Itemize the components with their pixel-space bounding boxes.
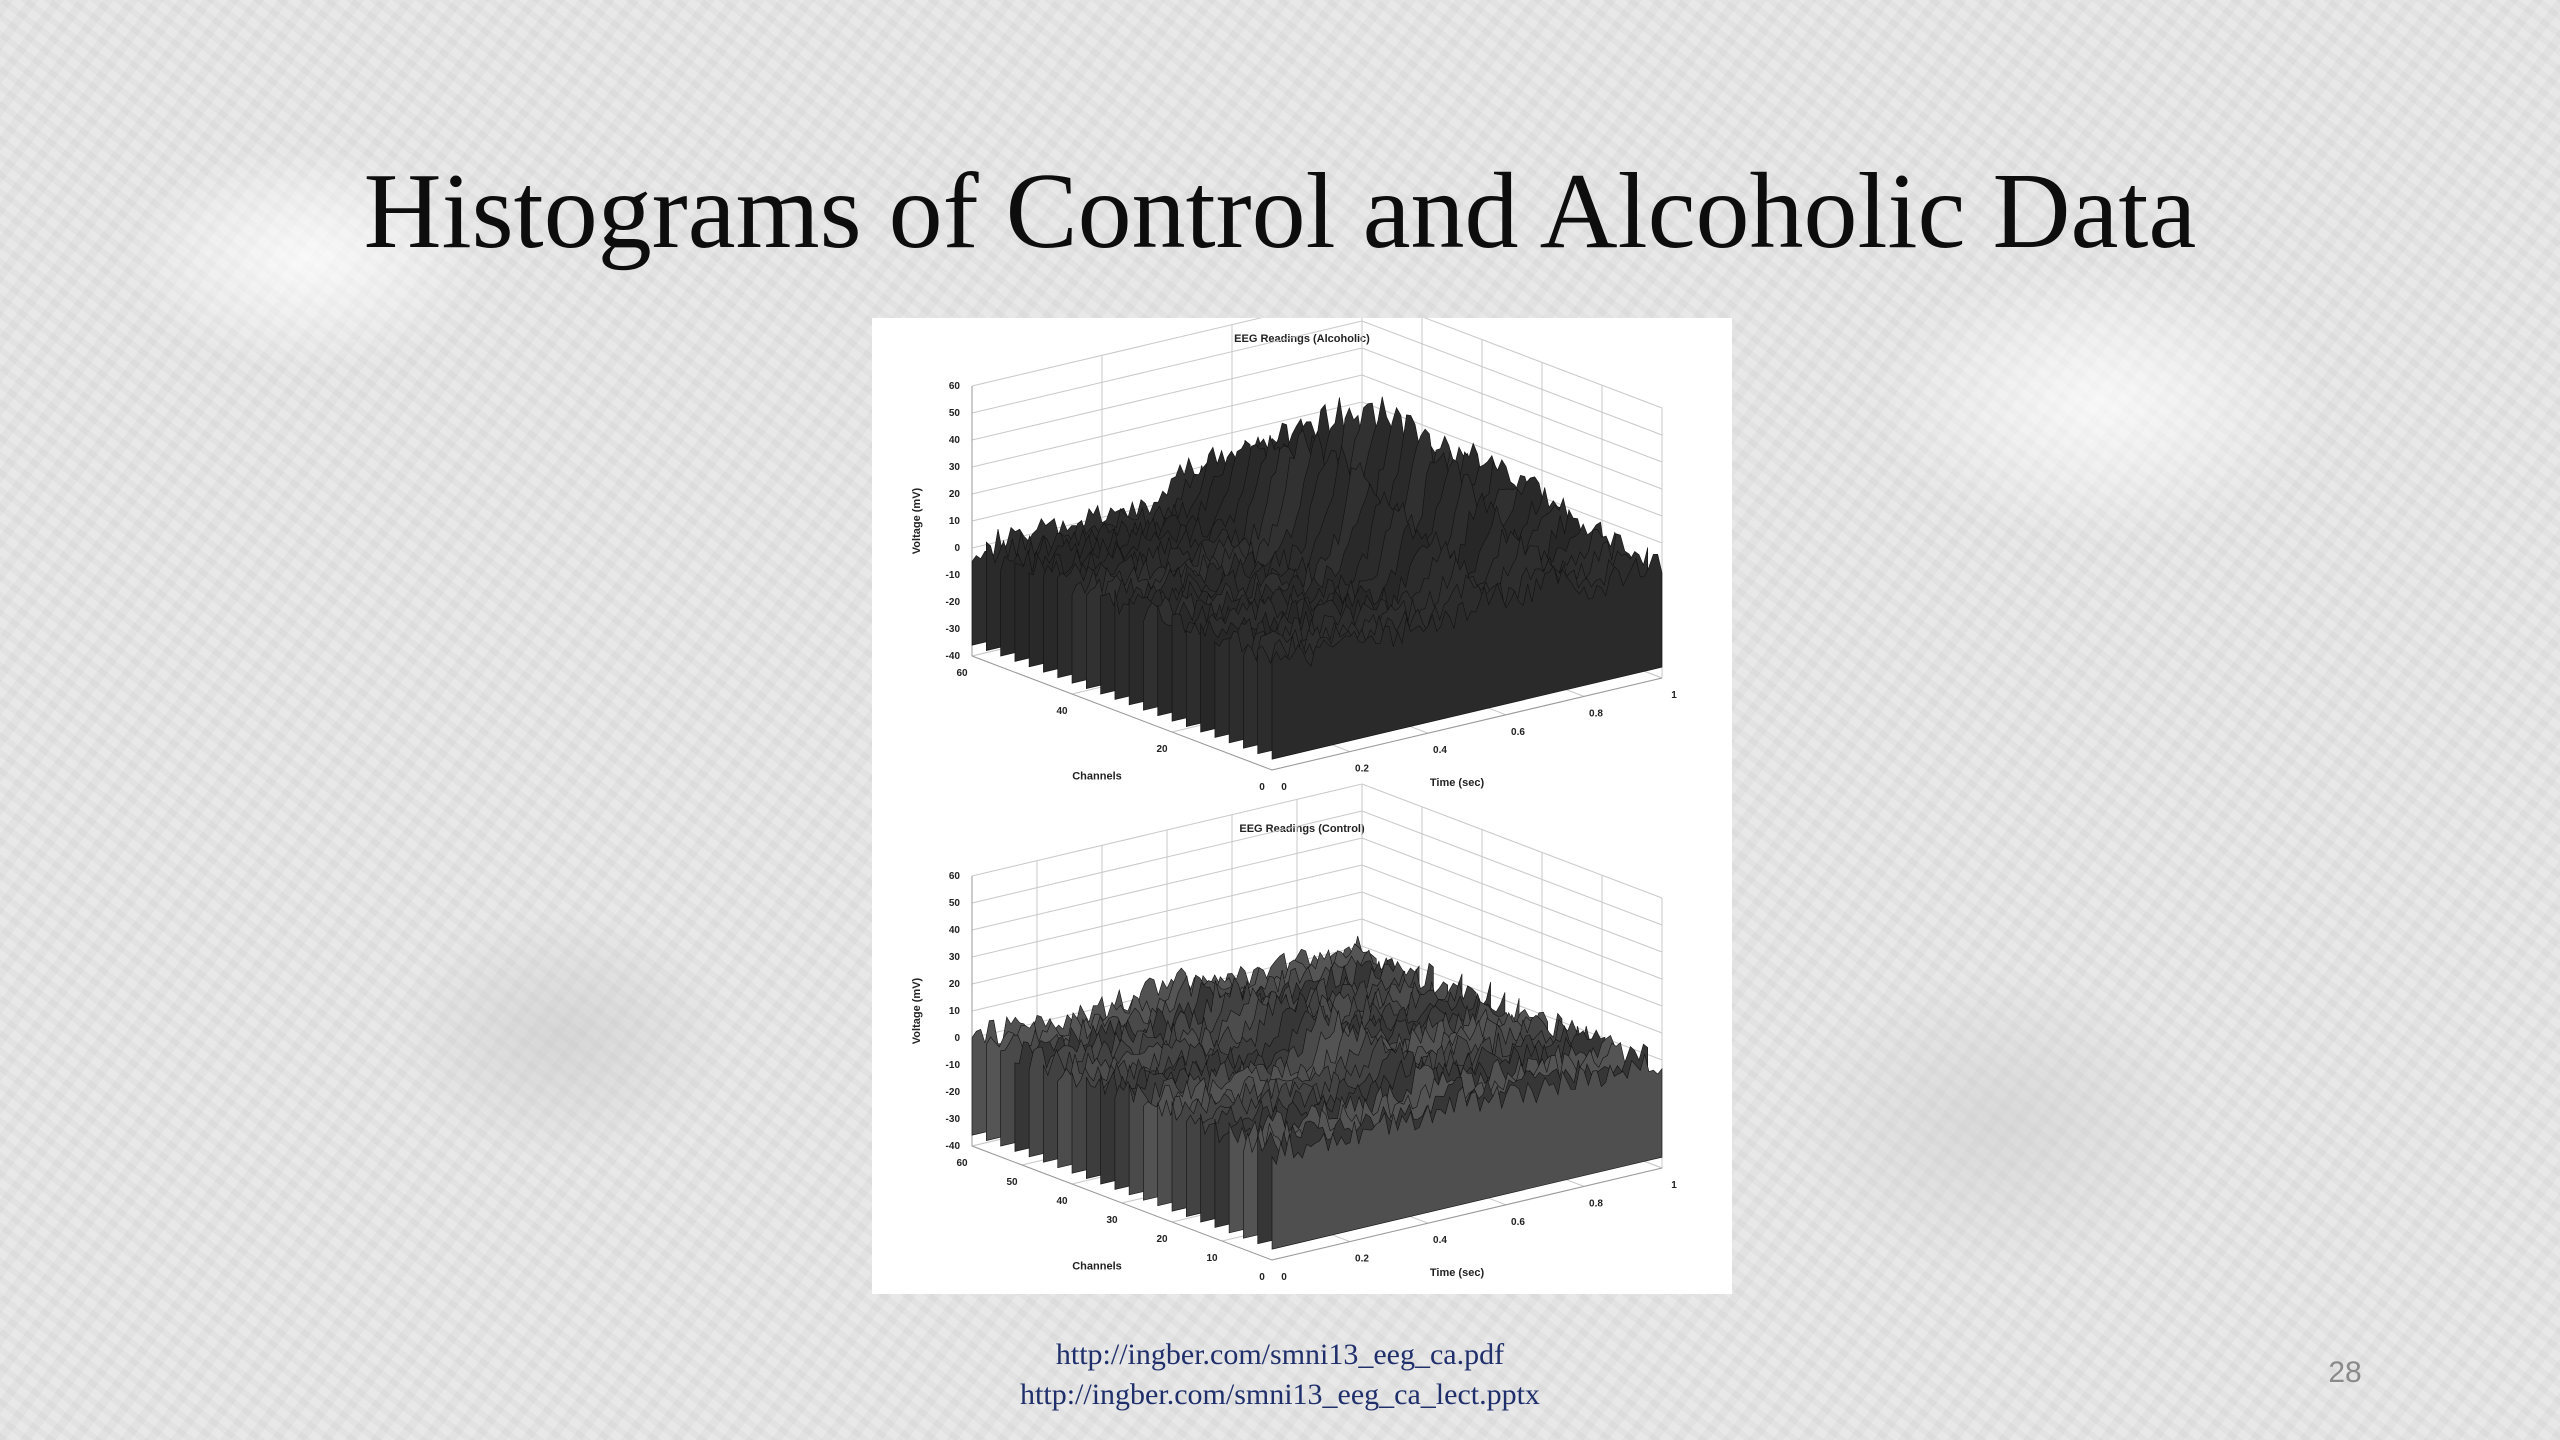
reference-link-pdf[interactable]: http://ingber.com/smni13_eeg_ca.pdf [1055,1338,1505,1371]
panel1-z-tick-label: 30 [948,462,960,473]
panel1-z-tick-label: 60 [948,381,960,392]
panel1-x-axis-label: Time (sec) [1429,777,1485,789]
panel2-z-tick-label: -20 [945,1087,960,1098]
panel1-z-tick-label: -40 [945,651,960,662]
panel1-x-tick-label: 0.4 [1433,745,1447,757]
panel1-y-tick-label: 0 [1259,782,1265,793]
panel1-y-tick-label: 60 [956,668,968,679]
panel2-x-tick-label: 0.8 [1589,1198,1603,1210]
panel1-z-tick-label: 50 [948,408,960,419]
page-number: 28 [2328,1356,2362,1389]
panel2-x-tick-label: 0.2 [1355,1253,1369,1265]
panel2-y-tick-label: 0 [1259,1272,1265,1283]
panel2-z-tick-label: -30 [945,1114,960,1125]
panel2-y-tick-label: 50 [1006,1177,1018,1188]
panel2-y-tick-label: 10 [1206,1253,1218,1264]
panel2-y-tick-label: 60 [956,1158,968,1169]
panel1-z-tick-label: -30 [945,624,960,635]
panel1-y-axis-label: Channels [1072,770,1122,783]
panel2-grid-z-line [972,784,1662,898]
slide-title: Histograms of Control and Alcoholic Data [363,152,2197,271]
panel2-grid-z-line [972,838,1662,952]
panel2-title: EEG Readings (Control) [1239,823,1365,835]
panel1-title: EEG Readings (Alcoholic) [1234,333,1370,345]
panel2-z-tick-label: -40 [945,1141,960,1152]
panel1-x-tick-label: 0.6 [1511,726,1525,738]
panel1-z-tick-label: 20 [948,489,960,500]
panel2-z-tick-label: -10 [945,1060,960,1071]
panel1-x-tick-label: 0.2 [1355,763,1369,775]
panel1-z-tick-label: 0 [954,543,960,554]
panel1-x-tick-label: 0 [1281,782,1287,793]
panel2-x-tick-label: 0.4 [1433,1235,1447,1247]
panel1-z-axis-label: Voltage (mV) [911,487,923,555]
panel1-y-tick-label: 20 [1156,744,1168,755]
eeg-figure [872,318,1732,1294]
panel2-x-axis-label: Time (sec) [1429,1267,1485,1279]
panel2-z-tick-label: 60 [948,871,960,882]
panel2-z-tick-label: 20 [948,979,960,990]
panel2-z-tick-label: 40 [948,925,960,936]
panel2-z-tick-label: 10 [948,1006,960,1017]
references [0,1335,2560,1415]
panel1-z-tick-label: 10 [948,516,960,527]
panel2-z-axis-label: Voltage (mV) [911,977,923,1045]
panel2-z-tick-label: 50 [948,898,960,909]
panel1-y-tick-label: 40 [1056,706,1068,717]
reference-link-pptx[interactable]: http://ingber.com/smni13_eeg_ca_lect.pptx [1020,1378,1540,1411]
panel2-x-tick-label: 0 [1281,1272,1287,1283]
panel2-y-tick-label: 30 [1106,1215,1118,1226]
panel1-z-tick-label: -10 [945,570,960,581]
panel2-y-tick-label: 20 [1156,1234,1168,1245]
eeg-surface-plots [872,318,1732,1294]
panel2-y-axis-label: Channels [1072,1260,1122,1273]
panel2-x-tick-label: 1 [1671,1180,1677,1191]
panel2-z-tick-label: 0 [954,1033,960,1044]
panel2-y-tick-label: 40 [1056,1196,1068,1207]
panel2-z-tick-label: 30 [948,952,960,963]
panel1-x-tick-label: 1 [1671,690,1677,701]
panel1-x-tick-label: 0.8 [1589,708,1603,720]
panel1-z-tick-label: 40 [948,435,960,446]
panel1-z-tick-label: -20 [945,597,960,608]
panel2-x-tick-label: 0.6 [1511,1216,1525,1228]
